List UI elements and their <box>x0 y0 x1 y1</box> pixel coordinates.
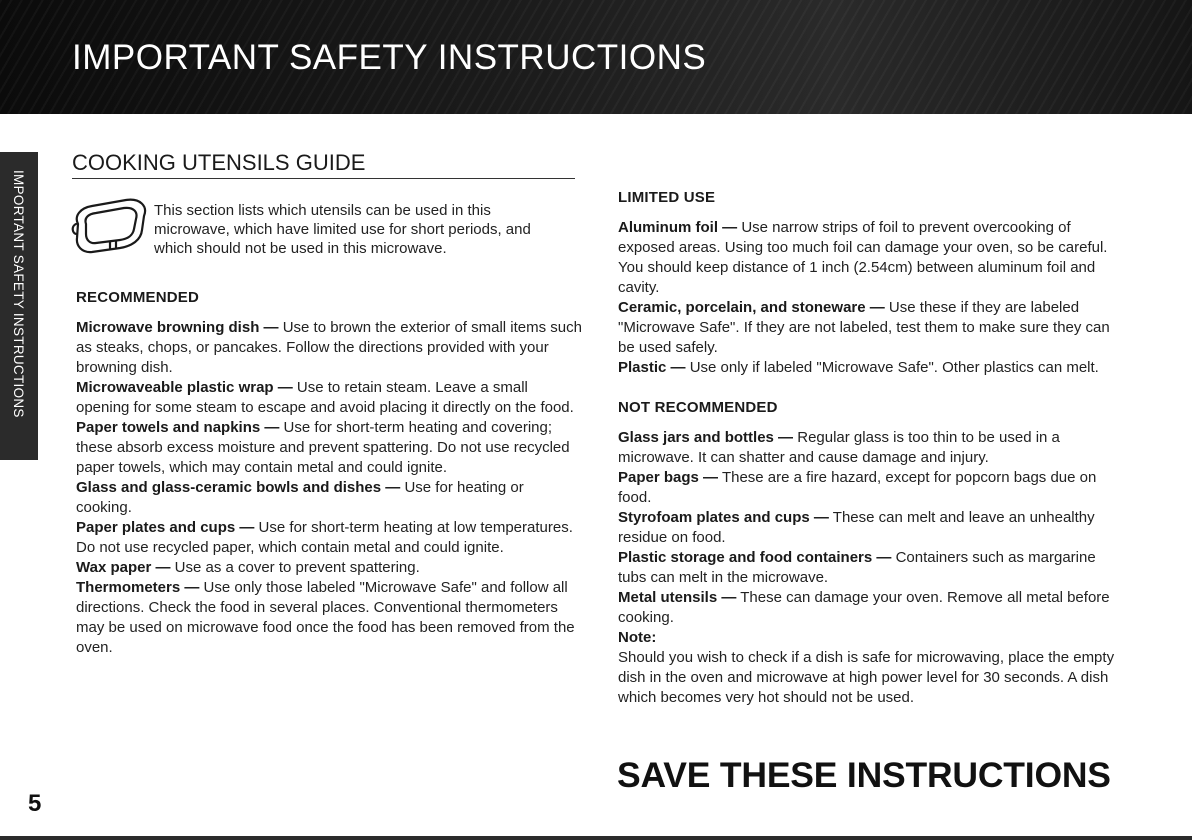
bottom-rule <box>0 836 1192 840</box>
header-band <box>0 0 1192 114</box>
limited-use-heading: LIMITED USE <box>618 189 716 206</box>
list-item <box>76 578 582 658</box>
list-item <box>618 428 1123 468</box>
item-text: Use for heating or cooking. <box>76 479 524 516</box>
list-item <box>618 358 1123 378</box>
item-term: Microwaveable plastic wrap — <box>76 379 293 396</box>
item-term: Plastic storage and food containers — <box>618 549 892 566</box>
item-text: Use for short-term heating at low temperatures. Do not use recycled paper, which contain metal and could ignite. <box>76 519 573 556</box>
item-term: Ceramic, porcelain, and stoneware — <box>618 299 885 316</box>
item-text: Use only those labeled "Microwave Safe" and follow all directions. Check the food in several places. Conventional thermometers may be used on microwave food once the food has been removed from the oven. <box>76 579 575 656</box>
item-term: Glass and glass-ceramic bowls and dishes — <box>76 479 401 496</box>
item-term: Metal utensils — <box>618 589 737 606</box>
list-item <box>76 478 582 518</box>
note-label: Note: <box>618 629 657 646</box>
recommended-section <box>76 288 582 658</box>
list-item <box>618 468 1123 508</box>
item-term: Aluminum foil — <box>618 219 738 236</box>
list-item <box>618 548 1123 588</box>
item-text: These can melt and leave an unhealthy residue on food. <box>618 509 1095 546</box>
item-text: Use only if labeled "Microwave Safe". Other plastics can melt. <box>685 359 1099 376</box>
item-text: Use as a cover to prevent spattering. <box>170 559 420 576</box>
item-text: Use to retain steam. Leave a small opening for some steam to escape and avoid placing it directly on the food. <box>76 379 574 416</box>
list-item <box>618 298 1123 358</box>
save-instructions-banner: SAVE THESE INSTRUCTIONS <box>617 755 1111 795</box>
item-term: Thermometers — <box>76 579 200 596</box>
item-term: Glass jars and bottles — <box>618 429 794 446</box>
section-title: COOKING UTENSILS GUIDE <box>72 150 575 179</box>
list-item <box>618 508 1123 548</box>
side-tab <box>0 152 38 460</box>
item-term: Styrofoam plates and cups — <box>618 509 829 526</box>
item-text: These can damage your oven. Remove all metal before cooking. <box>618 589 1110 626</box>
recommended-heading: RECOMMENDED <box>76 289 200 306</box>
note-text: Should you wish to check if a dish is safe for microwaving, place the empty dish in the oven and microwave at high power level for 30 seconds. A dish which becomes very hot should not be used. <box>618 649 1115 706</box>
side-tab-label: IMPORTANT SAFETY INSTRUCTIONS <box>11 170 26 418</box>
item-term: Microwave browning dish — <box>76 319 279 336</box>
list-item <box>76 318 582 378</box>
item-term: Wax paper — <box>76 559 171 576</box>
section-gap <box>618 378 1123 398</box>
item-text: Use narrow strips of foil to prevent overcooking of exposed areas. Using too much foil can damage your oven, so be careful. You should keep distance of 1 inch (2.54cm) between aluminum foil and cavity. <box>618 219 1108 296</box>
item-text: Regular glass is too thin to be used in a microwave. It can shatter and cause damage and injury. <box>618 429 1060 466</box>
item-term: Plastic — <box>618 359 686 376</box>
list-item <box>76 558 582 578</box>
page-title: IMPORTANT SAFETY INSTRUCTIONS <box>72 38 707 77</box>
list-item <box>618 218 1123 298</box>
item-term: Paper bags — <box>618 469 719 486</box>
item-text: Use to brown the exterior of small items such as steaks, chops, or pancakes. Follow the directions provided with your browning dish. <box>76 319 582 376</box>
note <box>618 628 1123 708</box>
item-text: Containers such as margarine tubs can melt in the microwave. <box>618 549 1096 586</box>
item-text: Use for short-term heating and covering; these absorb excess moisture and prevent spattering. Do not use recycled paper towels, which may contain metal and could ignite. <box>76 419 570 476</box>
microwave-dish-icon <box>70 196 150 258</box>
list-item <box>76 378 582 418</box>
not-recommended-heading: NOT RECOMMENDED <box>618 399 778 416</box>
item-term: Paper towels and napkins — <box>76 419 280 436</box>
list-item <box>76 418 582 478</box>
intro-text: This section lists which utensils can be used in this microwave, which have limited use for short periods, and which should not be used in this microwave. <box>154 202 531 257</box>
item-text: Use these if they are labeled "Microwave Safe". If they are not labeled, test them to make sure they can be used safely. <box>618 299 1110 356</box>
item-text: These are a fire hazard, except for popcorn bags due on food. <box>618 469 1097 506</box>
limited-and-not-recommended <box>618 188 1123 708</box>
list-item <box>618 588 1123 628</box>
list-item <box>76 518 582 558</box>
item-term: Paper plates and cups — <box>76 519 255 536</box>
page-number: 5 <box>28 790 42 817</box>
